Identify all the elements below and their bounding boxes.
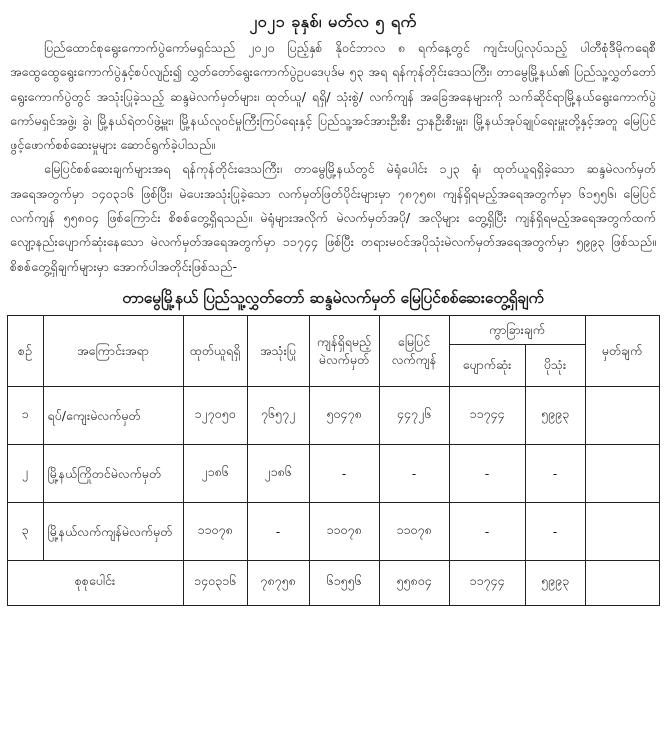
- cell-lost: ၁၁၇၄၄: [449, 386, 525, 444]
- header-extra: ပိုသုံး: [525, 345, 585, 387]
- header-remarks: မှတ်ချက်: [585, 315, 659, 386]
- header-ground-remaining: မြေပြင် လက်ကျန်: [379, 315, 449, 386]
- cell-extra: -: [525, 444, 585, 502]
- cell-received: ၁၁၀၇၈: [183, 502, 247, 560]
- table-title: တာမွေမြို့နယ် ပြည်သူ့လွှတ်တော် ဆန္ဒမဲလက်မှတ် မြေပြင်စစ်ဆေးတွေ့ရှိချက်: [122, 288, 544, 307]
- table-header-row: [7, 315, 659, 344]
- total-lost: ၁၁၇၄၄: [449, 560, 525, 605]
- cell-description: မြို့နယ်လက်ကျန်မဲလက်မှတ်: [43, 502, 183, 560]
- total-label: စုစုပေါင်း: [7, 560, 183, 605]
- total-should-remain: ၆၁၅၅၆: [309, 560, 379, 605]
- header-lost: ပျောက်ဆုံး: [449, 345, 525, 387]
- header-used: အသုံးပြု: [247, 315, 309, 386]
- total-received: ၁၄၀၃၁၆: [183, 560, 247, 605]
- cell-remarks: [585, 502, 659, 560]
- cell-should-remain: -: [309, 444, 379, 502]
- total-used: ၇၈၇၅၈: [247, 560, 309, 605]
- table-total-row: [7, 560, 659, 605]
- cell-remarks: [585, 386, 659, 444]
- total-remarks: [585, 560, 659, 605]
- total-ground-remaining: ၅၅၈၀၄: [379, 560, 449, 605]
- header-difference: ကွာခြားချက်: [449, 315, 585, 344]
- body-text: [10, 36, 656, 279]
- cell-no: ၃: [7, 502, 43, 560]
- header-description: အကြောင်းအရာ: [43, 315, 183, 386]
- cell-lost: -: [449, 502, 525, 560]
- ballot-inspection-table: [7, 315, 660, 606]
- cell-ground-remaining: ၄၄၇၂၆: [379, 386, 449, 444]
- cell-received: ၂၁၈၆: [183, 444, 247, 502]
- cell-extra: -: [525, 502, 585, 560]
- cell-should-remain: ၁၁၀၇၈: [309, 502, 379, 560]
- cell-used: -: [247, 502, 309, 560]
- paragraph-intro: ပြည်ထောင်စုရွေးကောက်ပွဲကော်မရှင်သည် ၂၀၂၀ ပြည့်နှစ် နိုဝင်ဘာလ ၈ ရက်နေ့တွင် ကျင်းပပြုလုပ်သည့် ပါတီစုံဒီမိုကရေစီအထွေထွေရွေးကောက်ပွဲနှင့်စပ်လျဉ်း၍ လွှတ်တော်ရွေးကောက်ပွဲဥပဒေပုဒ်မ ၅၃ အရ ရန်ကုန်တိုင်းဒေသကြီး၊ တာမွေမြို့နယ်၏ ပြည်သူ့လွှတ်တော်ရွေးကောက်ပွဲတွင် အသုံးပြုခဲ့သည့် ဆန္ဒမဲလက်မှတ်များ၊ ထုတ်ယူ/ ရရှိ/ သုံးစွဲ/ လက်ကျန် အခြေအနေများကို သက်ဆိုင်ရာမြို့နယ်ရွေးကောက်ပွဲကော်မရှင်အဖွဲ့၊ ခွဲ၊ မြို့နယ်ရဲတပ်ဖွဲ့မှူး၊ မြို့နယ်လူဝင်မှုကြီးကြပ်ရေးနှင့် ပြည်သူ့အင်အားဦးစီး ဌာနဦးစီးမှူး၊ မြို့နယ်အုပ်ချုပ်ရေးမှူးတို့နှင့်အတူ မြေပြင်ဖွင့်ဖောက်စစ်ဆေးမှုများ ဆောင်ရွက်ခဲ့ပါသည်။: [10, 40, 656, 153]
- cell-lost: -: [449, 444, 525, 502]
- cell-used: ၂၁၈၆: [247, 444, 309, 502]
- total-extra: ၅၉၉၃: [525, 560, 585, 605]
- cell-no: ၂: [7, 444, 43, 502]
- table-row: [7, 444, 659, 502]
- cell-extra: ၅၉၉၃: [525, 386, 585, 444]
- cell-remarks: [585, 444, 659, 502]
- cell-no: ၁: [7, 386, 43, 444]
- cell-description: မြို့နယ်ကြိုတင်မဲလက်မှတ်: [43, 444, 183, 502]
- table-row: [7, 502, 659, 560]
- table-row: [7, 386, 659, 444]
- document-date: ၂၀၂၁ ခုနှစ်၊ မတ်လ ၅ ရက်: [249, 12, 417, 31]
- header-no: စဉ်: [7, 315, 43, 386]
- paragraph-findings: မြေပြင်စစ်ဆေးချက်များအရ ရန်ကုန်တိုင်းဒေသကြီး၊ တာမွေမြို့နယ်တွင် မဲရုံပေါင်း ၁၂၃ ရုံ၊ ထုတ်ယူရရှိခဲ့သော ဆန္ဒမဲလက်မှတ်အရေအတွက်မှာ ၁၄၀၃၁၆ ဖြစ်ပြီး၊ မဲပေးအသုံးပြုခဲ့သော လက်မှတ်ဖြတ်ပိုင်းများမှာ ၇၈၇၅၈၊ ကျန်ရှိရမည့်အရေအတွက်မှာ ၆၁၅၅၆၊ မြေပြင်လက်ကျန် ၅၅၈၀၄ ဖြစ်ကြောင်း စိစစ်တွေ့ရှိရသည်။ မဲရုံများအလိုက် မဲလက်မှတ်အပို/ အလိုများ တွေ့ရှိပြီး ကျန်ရှိရမည့်အရေအတွက်ထက် လျော့နည်းပျောက်ဆုံးနေသော မဲလက်မှတ်အရေအတွက်မှာ ၁၁၇၄၄ ဖြစ်ပြီး တရားမဝင်အပိုသုံးမဲလက်မှတ်အရေအတွက်မှာ ၅၉၉၃ ဖြစ်သည်။ စိစစ်တွေ့ရှိချက်များမှာ အောက်ပါအတိုင်းဖြစ်သည်-: [10, 161, 656, 274]
- cell-description: ရပ်/ကျေးမဲလက်မှတ်: [43, 386, 183, 444]
- header-received: ထုတ်ယူရရှိ: [183, 315, 247, 386]
- cell-ground-remaining: -: [379, 444, 449, 502]
- cell-used: ၇၆၅၇၂: [247, 386, 309, 444]
- header-should-remain: ကျန်ရှိရမည့် မဲလက်မှတ်: [309, 315, 379, 386]
- cell-received: ၁၂၇၀၅၀: [183, 386, 247, 444]
- cell-should-remain: ၅၀၄၇၈: [309, 386, 379, 444]
- cell-ground-remaining: ၁၁၀၇၈: [379, 502, 449, 560]
